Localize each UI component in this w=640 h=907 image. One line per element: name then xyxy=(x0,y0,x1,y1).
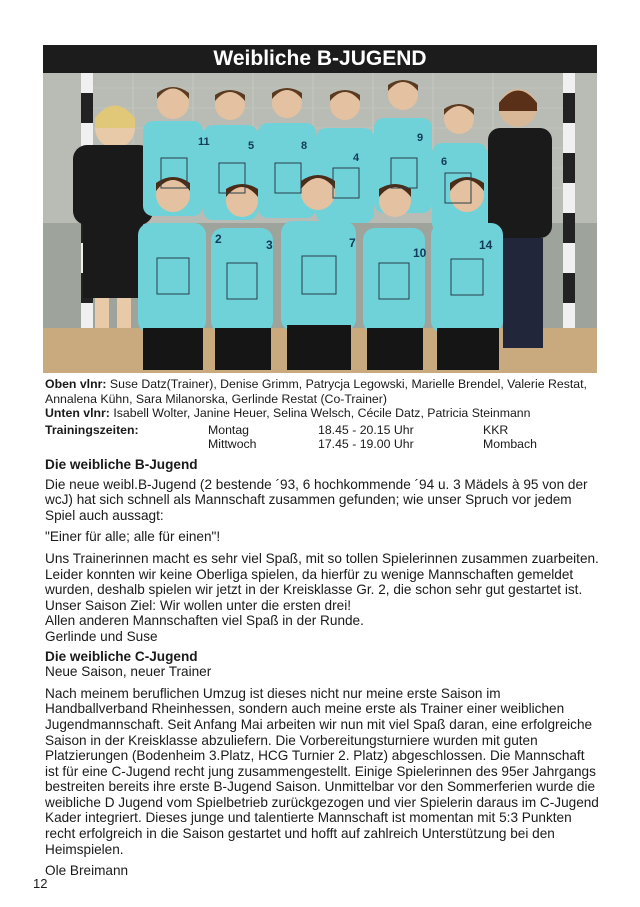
section-c-paragraph: Nach meinem beruflichen Umzug ist dieses nicht nur meine erste Saison im Handballverband Rheinhessen, sondern auch meine erste als Trainer einer weiblichen Jugendmannschaft. Seit Anfang Mai arbeiten wir nun mit viel Spaß daran, eine erfolgreiche Saison in der Kreisklasse abzuliefern. Die Vorbereitungsturniere wurden mit guten Platzierungen (Bodenheim 3.Platz, HCG Turnier 2. Platz) abgeschlossen. Die Mannschaft ist für eine C-Jugend recht jung zusammengestellt. Einige Spielerinnen des 95er Jahrgangs bestreiten bereits ihre erste B-Jugend Saison. Unmittelbar vor den Sommerferien wurde die weibliche D Jugend vom Spielbetrieb zurückgezogen und vier Spielerin daraus im C-Jugend Kader integriert. Dieses junge und talentierte Mannschaft ist momentan mit 5:3 Punkten recht erfolgreich in die Saison gestartet und hofft auf zahlreich Unterstützung bei den Heimspielen. xyxy=(45,685,599,857)
section-b-paragraph: Allen anderen Mannschaften viel Spaß in der Runde. xyxy=(45,613,364,629)
training-day: Mittwoch xyxy=(208,437,257,451)
caption-bottom-row xyxy=(45,406,597,421)
training-place: KKR xyxy=(483,423,509,437)
section-b-paragraph: Die neue weibl.B-Jugend (2 bestende ´93, 6 hochkommende ´94 u. 3 Mädels à 95 von der wcJ) hat sich schnell als Mannschaft zusammen gefunden; wie unser Spruch vor jedem Spiel auch aussagt: xyxy=(45,476,588,523)
page-number: 12 xyxy=(33,876,48,891)
training-label: Trainingszeiten: xyxy=(45,423,139,437)
training-time: 17.45 - 19.00 Uhr xyxy=(318,437,414,451)
caption-top-row xyxy=(45,377,597,406)
section-c-signature: Ole Breimann xyxy=(45,863,129,879)
team-photo xyxy=(43,73,597,373)
caption-top-label: Oben vlnr: xyxy=(45,377,107,391)
section-c-subtitle: Neue Saison, neuer Trainer xyxy=(45,664,212,680)
jersey-number: 6 xyxy=(441,156,448,168)
caption-bottom-label: Unten vlnr: xyxy=(45,406,110,421)
caption-top-names: Suse Datz(Trainer), Denise Grimm, Patrycja Legowski, Marielle Brendel, Valerie Restat, Annalena Kühn, Sara Milanorska, Gerlinde Restat (Co-Trainer) xyxy=(45,377,587,406)
jersey-number: 7 xyxy=(349,236,356,250)
training-time: 18.45 - 20.15 Uhr xyxy=(318,423,414,437)
jersey-number: 10 xyxy=(413,246,427,260)
jersey-number: 11 xyxy=(198,136,210,148)
section-b-heading: Die weibliche B-Jugend xyxy=(45,457,198,472)
page-title: Weibliche B-JUGEND xyxy=(43,45,597,73)
jersey-number: 5 xyxy=(248,140,255,152)
caption-bottom-names: Isabell Wolter, Janine Heuer, Selina Welsch, Cécile Datz, Patricia Steinmann xyxy=(109,406,531,421)
article-body xyxy=(45,457,601,885)
section-b-motto: "Einer für alle; alle für einen"! xyxy=(45,529,221,545)
section-b-signature: Gerlinde und Suse xyxy=(45,628,158,644)
photo-caption xyxy=(45,377,597,421)
jersey-number: 4 xyxy=(353,152,360,164)
jersey-number: 14 xyxy=(479,238,493,252)
jersey-number: 3 xyxy=(266,238,273,252)
jersey-number: 8 xyxy=(301,140,308,152)
section-b-paragraph: Uns Trainerinnen macht es sehr viel Spaß, mit so tollen Spielerinnen zusammen zuarbeiten. Leider konnten wir keine Oberliga spielen, da hierfür zu wenige Mannschaften gemeldet wurden, deshalb spielen wir jetzt in der Kreisklasse Gr. 2, die schon sehr gut gestartet ist. Unser Saison Ziel: Wir wollen unter die ersten drei! xyxy=(45,550,599,613)
jersey-number: 9 xyxy=(417,132,424,144)
jersey-number: 2 xyxy=(215,232,222,246)
section-c-heading: Die weibliche C-Jugend xyxy=(45,648,198,664)
training-place: Mombach xyxy=(483,437,537,451)
training-day: Montag xyxy=(208,423,250,437)
